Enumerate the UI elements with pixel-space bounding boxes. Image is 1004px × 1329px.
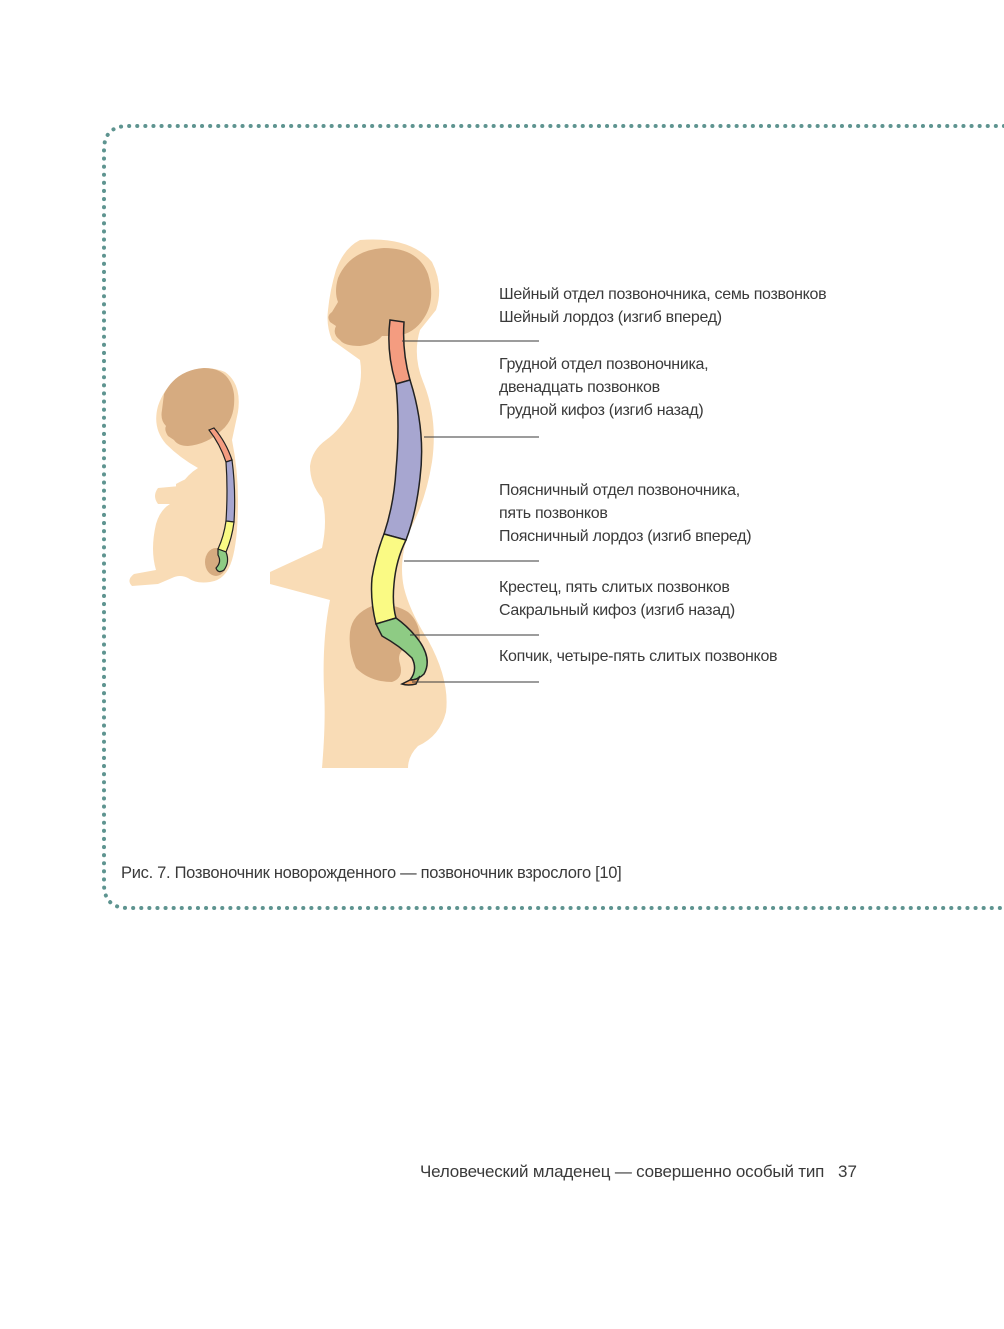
adult-figure: [270, 239, 447, 768]
label-lumbar: [499, 479, 751, 548]
label-cervical: [499, 283, 826, 329]
label-sacrum: [499, 576, 735, 622]
newborn-figure: [129, 368, 238, 586]
figure-caption: Рис. 7. Позвоночник новорожденного — позвоночник взрослого [10]: [121, 864, 622, 882]
label-thoracic-line-3: Грудной кифоз (изгиб назад): [499, 402, 704, 419]
newborn-spine-thoracic: [226, 460, 235, 522]
label-sacrum-line-1: Крестец, пять слитых позвонков: [499, 579, 730, 596]
label-lumbar-line-3: Поясничный лордоз (изгиб вперед): [499, 528, 752, 545]
label-lumbar-line-1: Поясничный отдел позвоночника,: [499, 482, 740, 499]
label-thoracic-line-1: Грудной отдел позвоночника,: [499, 356, 709, 373]
running-footer-title: Человеческий младенец — совершенно особый тип: [420, 1162, 825, 1181]
label-thoracic-line-2: двенадцать позвонков: [499, 379, 660, 396]
label-lumbar-line-2: пять позвонков: [499, 505, 608, 522]
label-cervical-line-1: Шейный отдел позвоночника, семь позвонков: [499, 286, 827, 303]
label-thoracic: [499, 353, 708, 422]
label-sacrum-line-2: Сакральный кифоз (изгиб назад): [499, 602, 735, 619]
label-coccyx-line-1: Копчик, четыре-пять слитых позвонков: [499, 648, 778, 665]
label-cervical-line-2: Шейный лордоз (изгиб вперед): [499, 309, 722, 326]
label-coccyx: [499, 645, 777, 668]
page-number: 37: [838, 1162, 857, 1181]
newborn-arm: [176, 476, 217, 511]
